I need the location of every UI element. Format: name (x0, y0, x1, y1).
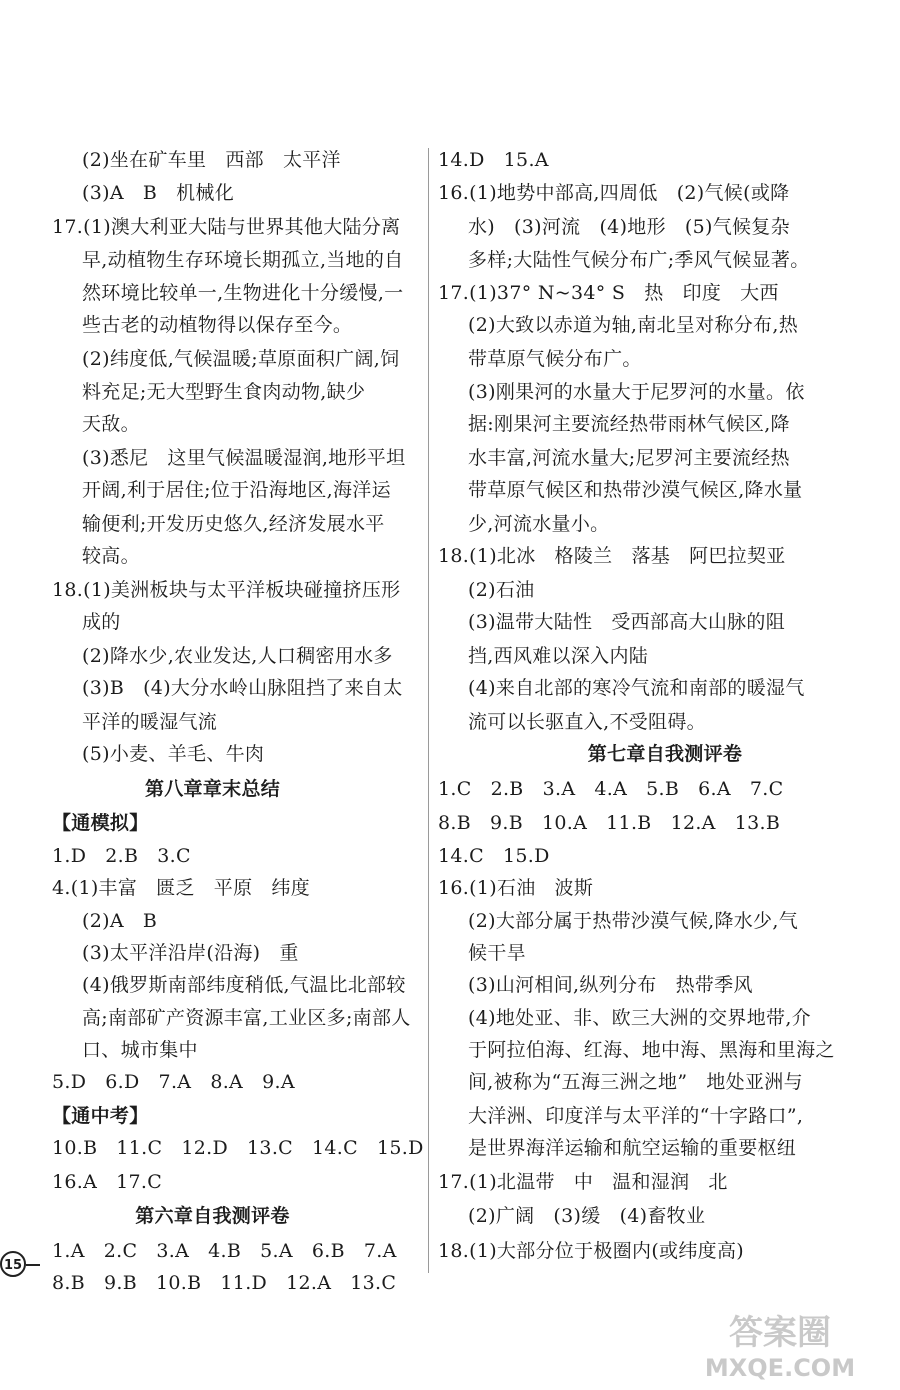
answer-line: 16.(1)地势中部高,四周低 (2)气候(或降 (438, 182, 790, 204)
subsection-label: 【通中考】 (52, 1105, 149, 1127)
answer-line: 5.D 6.D 7.A 8.A 9.A (52, 1071, 295, 1093)
answer-line: 挡,西风难以深入内陆 (468, 645, 649, 667)
answer-line: 4.(1)丰富 匮乏 平原 纬度 (52, 877, 310, 899)
answer-line: 多样;大陆性气候分布广;季风气候显著。 (468, 249, 810, 271)
answer-line: 成的 (82, 611, 121, 633)
answer-line: (2)石油 (468, 579, 535, 601)
answer-line: 18.(1)大部分位于极圈内(或纬度高) (438, 1240, 744, 1262)
answer-line: 17.(1)北温带 中 温和湿润 北 (438, 1171, 728, 1193)
answer-line: (3)太平洋沿岸(沿海) 重 (82, 942, 299, 964)
answer-line: 14.C 15.D (438, 845, 550, 867)
answer-line: (2)大部分属于热带沙漠气候,降水少,气 (468, 910, 798, 932)
answer-line: (2)大致以赤道为轴,南北呈对称分布,热 (468, 314, 798, 336)
answer-line: 16.(1)石油 波斯 (438, 877, 594, 899)
answer-line: (4)来自北部的寒冷气流和南部的暖湿气 (468, 677, 805, 699)
answer-line: 8.B 9.B 10.A 11.B 12.A 13.B (438, 812, 781, 834)
watermark-logo (680, 1304, 880, 1384)
answer-line: 10.B 11.C 12.D 13.C 14.C 15.D (52, 1137, 424, 1159)
column-divider (428, 148, 429, 1273)
answer-line: 17.(1)澳大利亚大陆与世界其他大陆分离 (52, 216, 401, 238)
answer-line: (3)B (4)大分水岭山脉阻挡了来自太 (82, 677, 403, 699)
answer-line: 间,被称为“五海三洲之地” 地处亚洲与 (468, 1071, 803, 1093)
answer-line: 带草原气候区和热带沙漠气候区,降水量 (468, 479, 803, 501)
subsection-label: 【通模拟】 (52, 812, 149, 834)
answer-line: (2)A B (82, 910, 158, 932)
answer-line: 据:刚果河主要流经热带雨林气候区,降 (468, 413, 790, 435)
answer-line: (2)坐在矿车里 西部 太平洋 (82, 149, 341, 171)
answer-line: (3)刚果河的水量大于尼罗河的水量。依 (468, 381, 805, 403)
answer-line: 17.(1)37° N~34° S 热 印度 大西 (438, 282, 779, 304)
answer-line: (4)俄罗斯南部纬度稍低,气温比北部较 (82, 974, 406, 996)
answer-line: 输便利;开发历史悠久,经济发展水平 (82, 513, 385, 535)
page-number-dash (26, 1264, 40, 1266)
answer-line: 带草原气候分布广。 (468, 348, 642, 370)
section-heading: 第七章自我测评卷 (587, 743, 743, 765)
answer-line: 是世界海洋运输和航空运输的重要枢纽 (468, 1137, 797, 1159)
answer-line: (2)纬度低,气候温暖;草原面积广阔,饲 (82, 348, 400, 370)
answer-line: 1.A 2.C 3.A 4.B 5.A 6.B 7.A (52, 1240, 397, 1262)
answer-line: (4)地处亚、非、欧三大洲的交界地带,介 (468, 1007, 811, 1029)
answer-line: 14.D 15.A (438, 149, 549, 171)
answer-line: 大洋洲、印度洋与太平洋的“十字路口”, (468, 1105, 804, 1127)
watermark-site: MXQE.COM (704, 1354, 856, 1382)
answer-line: 天敌。 (82, 413, 140, 435)
section-heading: 第八章章末总结 (144, 778, 281, 800)
answer-line: 开阔,利于居住;位于沿海地区,海洋运 (82, 479, 391, 501)
answer-line: 料充足;无大型野生食肉动物,缺少 (82, 381, 366, 403)
section-heading: 第六章自我测评卷 (135, 1205, 290, 1227)
answer-line: (5)小麦、羊毛、牛肉 (82, 743, 265, 765)
answer-line: (3)山河相间,纵列分布 热带季风 (468, 974, 753, 996)
answer-line: 1.C 2.B 3.A 4.A 5.B 6.A 7.C (438, 778, 784, 800)
answer-line: (3)A B 机械化 (82, 182, 235, 204)
answer-line: 18.(1)美洲板块与太平洋板块碰撞挤压形 (52, 579, 401, 601)
answer-line: 口、城市集中 (82, 1039, 198, 1061)
answer-line: 平洋的暖湿气流 (82, 711, 218, 733)
answer-line: 然环境比较单一,生物进化十分缓慢,一 (82, 282, 404, 304)
answer-line: 8.B 9.B 10.B 11.D 12.A 13.C (52, 1272, 397, 1294)
answer-line: 于阿拉伯海、红海、地中海、黑海和里海之 (468, 1039, 835, 1061)
answer-line: 16.A 17.C (52, 1171, 163, 1193)
answer-line: 流可以长驱直入,不受阻碍。 (468, 711, 706, 733)
answer-line: (2)降水少,农业发达,人口稠密用水多 (82, 645, 393, 667)
answer-line: (2)广阔 (3)缓 (4)畜牧业 (468, 1205, 706, 1227)
answer-line: (3)温带大陆性 受西部高大山脉的阻 (468, 611, 786, 633)
answer-line: 较高。 (82, 545, 140, 567)
page-number: 15 (0, 1251, 26, 1277)
answer-line: 水丰富,河流水量大;尼罗河主要流经热 (468, 447, 790, 469)
answer-line: 1.D 2.B 3.C (52, 845, 191, 867)
watermark-brand: 答案圈 (729, 1313, 831, 1353)
answer-line: 水) (3)河流 (4)地形 (5)气候复杂 (468, 216, 790, 238)
answer-line: 些古老的动植物得以保存至今。 (82, 314, 353, 336)
answer-line: 候干旱 (468, 942, 526, 964)
answer-line: (3)悉尼 这里气候温暖湿润,地形平坦 (82, 447, 406, 469)
answer-line: 早,动植物生存环境长期孤立,当地的自 (82, 249, 404, 271)
answer-line: 少,河流水量小。 (468, 513, 610, 535)
answer-line: 高;南部矿产资源丰富,工业区多;南部人 (82, 1007, 411, 1029)
answer-line: 18.(1)北冰 格陵兰 落基 阿巴拉契亚 (438, 545, 786, 567)
